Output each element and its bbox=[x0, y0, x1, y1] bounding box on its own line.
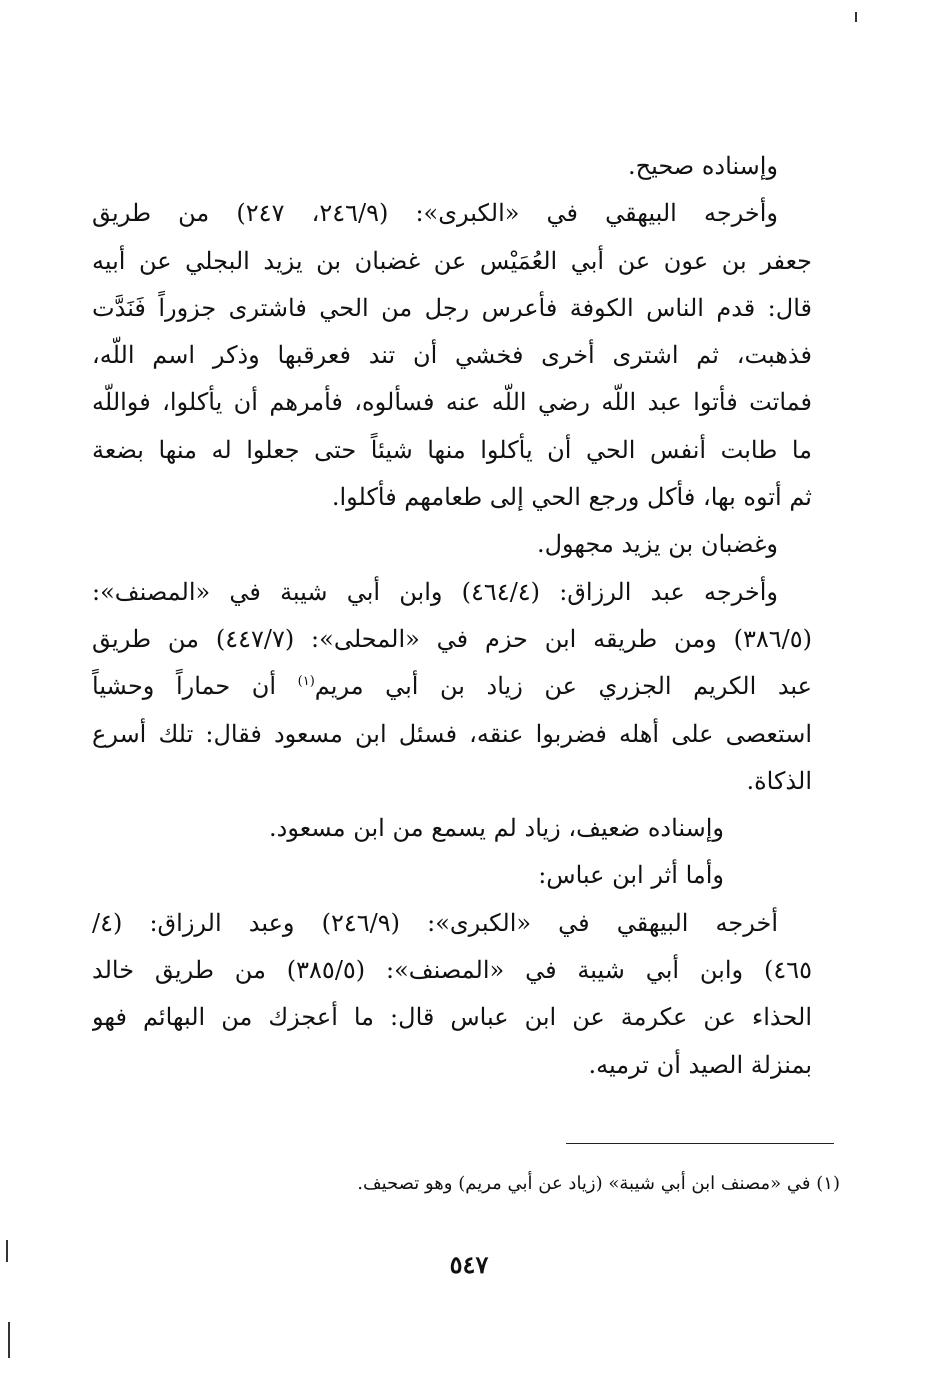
text-line: ٤٦٥) وابن أبي شيبة في «المصنف»: (٣٨٥/٥) من طريق خالد bbox=[92, 956, 812, 985]
text-line: ثم أتوه بها، فأكل ورجع الحي إلى طعامهم فأكلوا. bbox=[331, 483, 812, 512]
text-line: وأخرجه البيهقي في «الكبرى»: (٢٤٦/٩، ٢٤٧) من طريق bbox=[92, 199, 778, 228]
text-line: وإسناده صحيح. bbox=[627, 152, 778, 180]
footnote-reference: (١) bbox=[297, 674, 315, 690]
footnote-marker: (١) bbox=[816, 1173, 840, 1194]
text-segment: عبد الكريم الجزري عن زياد بن أبي مريم bbox=[314, 672, 812, 701]
text-line: ما طابت أنفس الحي أن يأكلوا منها شيئاً حتى جعلوا له منها بضعة bbox=[92, 435, 812, 464]
text-line: الذكاة. bbox=[746, 766, 812, 795]
text-line: وغضبان بن يزيد مجهول. bbox=[536, 530, 778, 559]
scan-mark bbox=[6, 1240, 8, 1262]
text-line: أخرجه البيهقي في «الكبرى»: (٢٤٦/٩) وعبد الرزاق: (٤/ bbox=[92, 908, 778, 937]
main-text bbox=[92, 143, 812, 1089]
text-segment: أن حماراً وحشياً bbox=[92, 672, 277, 701]
text-line: فماتت فأتوا عبد اللّه رضي اللّه عنه فسألوه، فأمرهم أن يأكلوا، فواللّه bbox=[92, 388, 812, 417]
text-line: فذهبت، ثم اشترى أخرى فخشي أن تند فعرقبها وذكر اسم اللّه، bbox=[92, 341, 812, 370]
text-line: وإسناده ضعيف، زياد لم يسمع من ابن مسعود. bbox=[269, 814, 724, 843]
text-line-with-footnote bbox=[92, 663, 812, 710]
page-number: ٥٤٧ bbox=[449, 1250, 489, 1279]
footnote bbox=[92, 1170, 840, 1198]
scan-mark bbox=[855, 12, 857, 22]
footnote-divider bbox=[566, 1143, 834, 1144]
footnote-text: في «مصنف ابن أبي شيبة» (زياد عن أبي مريم) وهو تصحيف. bbox=[357, 1173, 811, 1194]
text-line: جعفر بن عون عن أبي العُمَيْس عن غضبان بن يزيد البجلي عن أبيه bbox=[92, 246, 812, 275]
text-line: وأما أثر ابن عباس: bbox=[538, 861, 724, 890]
text-line: بمنزلة الصيد أن ترميه. bbox=[588, 1050, 812, 1079]
text-line: قال: قدم الناس الكوفة فأعرس رجل من الحي فاشترى جزوراً فَنَدَّت bbox=[92, 293, 812, 322]
text-line: استعصى على أهله فضربوا عنقه، فسئل ابن مسعود فقال: تلك أسرع bbox=[92, 719, 812, 748]
scan-mark bbox=[8, 1322, 10, 1358]
text-line: (٣٨٦/٥) ومن طريقه ابن حزم في «المحلى»: (٤٤٧/٧) من طريق bbox=[92, 624, 812, 653]
text-line: وأخرجه عبد الرزاق: (٤٦٤/٤) وابن أبي شيبة في «المصنف»: bbox=[92, 577, 778, 606]
text-line: الحذاء عن عكرمة عن ابن عباس قال: ما أعجزك من البهائم فهو bbox=[92, 1003, 812, 1032]
